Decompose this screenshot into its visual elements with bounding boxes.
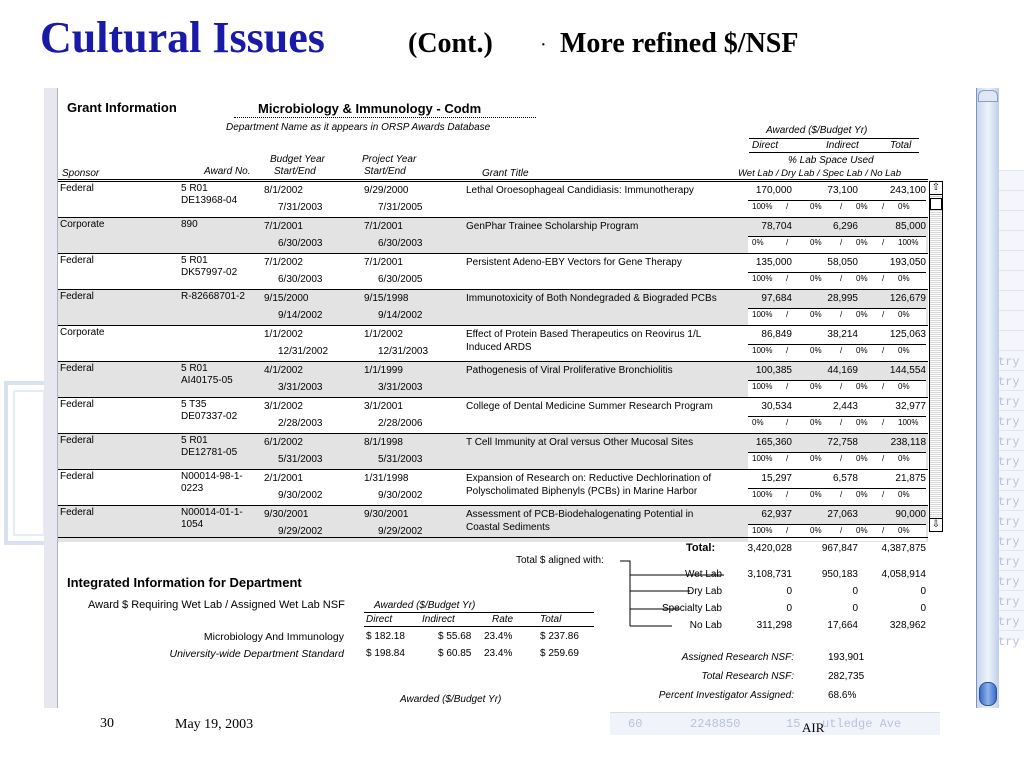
budget-start-cell: 4/1/2002 — [264, 365, 303, 376]
aligned-label-cell: Dry Lab — [686, 586, 722, 597]
separator: / — [840, 418, 843, 427]
direct-cell: 30,534 — [761, 401, 792, 412]
dry-lab-pct: 0% — [810, 382, 822, 391]
grant-title-cell: College of Dental Medicine Summer Research Program — [466, 401, 713, 412]
slide-title: Cultural Issues — [40, 13, 325, 62]
integrated-subtitle: Award $ Requiring Wet Lab / Assigned Wet Lab NSF — [88, 599, 345, 611]
total-direct: 3,420,028 — [747, 543, 792, 554]
background-text: try — [998, 575, 1020, 589]
nsf-summary — [44, 88, 944, 708]
wet-lab-pct: 100% — [752, 310, 773, 319]
wet-lab-pct: 100% — [752, 490, 773, 499]
integrated-direct: $ 182.18 — [366, 631, 405, 642]
bg-strip-text: 15 — [786, 717, 801, 731]
integrated-row-label: University-wide Department Standard — [169, 648, 344, 660]
spec-lab-pct: 0% — [856, 346, 868, 355]
separator: / — [840, 274, 843, 283]
separator: / — [882, 454, 885, 463]
dry-lab-pct: 0% — [810, 526, 822, 535]
wet-lab-pct: 0% — [752, 418, 764, 427]
project-start-cell: 9/29/2000 — [364, 185, 409, 196]
aligned-total-cell: 328,962 — [889, 620, 926, 631]
wet-lab-pct: 100% — [752, 274, 773, 283]
separator: / — [882, 490, 885, 499]
wet-lab-pct: 100% — [752, 346, 773, 355]
integrated-row-label: Microbiology And Immunology — [203, 631, 344, 643]
separator: / — [786, 310, 789, 319]
indirect-cell: 72,758 — [827, 437, 858, 448]
project-start-cell: 9/15/1998 — [364, 293, 409, 304]
budget-end-cell: 3/31/2003 — [278, 382, 323, 393]
total-cell: 85,000 — [895, 221, 926, 232]
direct-cell: 78,704 — [761, 221, 792, 232]
award-no-cell: 5 R01 — [181, 183, 208, 194]
spec-lab-pct: 0% — [856, 418, 868, 427]
aligned-total-cell: 0 — [920, 586, 926, 597]
separator: / — [840, 346, 843, 355]
separator: / — [786, 274, 789, 283]
project-end-cell: 9/29/2002 — [378, 526, 423, 537]
grant-title-cell: Immunotoxicity of Both Nondegraded & Biograded PCBs — [466, 293, 717, 304]
aligned-direct-cell: 0 — [786, 603, 792, 614]
col-total: Total — [890, 140, 912, 151]
sponsor-cell: Corporate — [60, 219, 105, 230]
sponsor-cell: Corporate — [60, 327, 105, 338]
col-budget-start-end: Start/End — [274, 166, 316, 177]
grant-title-cell: Assessment of PCB-Biodehalogenating Potential in — [466, 509, 694, 520]
indirect-cell: 58,050 — [827, 257, 858, 268]
project-start-cell: 8/1/1998 — [364, 437, 403, 448]
budget-start-cell: 6/1/2002 — [264, 437, 303, 448]
total-cell: 126,679 — [889, 293, 926, 304]
award-no-cell: 5 R01 — [181, 435, 208, 446]
budget-start-cell: 1/1/2002 — [264, 329, 303, 340]
indirect-cell: 73,100 — [827, 185, 858, 196]
indirect-cell: 28,995 — [827, 293, 858, 304]
slide-title-cont: (Cont.) — [408, 28, 493, 59]
aligned-label: Total $ aligned with: — [516, 555, 604, 566]
separator: / — [840, 490, 843, 499]
indirect-cell: 6,296 — [832, 221, 858, 232]
wet-lab-pct: 100% — [752, 454, 773, 463]
total-cell: 243,100 — [889, 185, 926, 196]
indirect-cell: 44,169 — [827, 365, 858, 376]
no-lab-pct: 0% — [898, 382, 910, 391]
indirect-cell: 2,443 — [832, 401, 858, 412]
background-text: try — [998, 515, 1020, 529]
background-text: try — [998, 395, 1020, 409]
aligned-indirect-cell: 0 — [852, 586, 858, 597]
window-scrollbar-thumb[interactable] — [979, 682, 997, 706]
background-strip — [610, 712, 940, 735]
background-text: try — [998, 415, 1020, 429]
awarded-caption: Awarded ($/Budget Yr) — [766, 125, 868, 136]
separator: / — [840, 526, 843, 535]
dry-lab-pct: 0% — [810, 202, 822, 211]
award-no-cell: 0223 — [181, 483, 204, 494]
separator: / — [786, 238, 789, 247]
spec-lab-pct: 0% — [856, 238, 868, 247]
budget-start-cell: 9/15/2000 — [264, 293, 309, 304]
project-end-cell: 9/14/2002 — [378, 310, 423, 321]
aligned-direct-cell: 0 — [786, 586, 792, 597]
int-col-rate: Rate — [492, 614, 514, 625]
award-no-cell: 1054 — [181, 519, 204, 530]
award-no-cell: DE07337-02 — [181, 411, 238, 422]
slide-date: May 19, 2003 — [175, 717, 254, 732]
award-no-cell: DE12781-05 — [181, 447, 238, 458]
no-lab-pct: 0% — [898, 310, 910, 319]
background-panel-text — [996, 355, 1024, 655]
budget-start-cell: 2/1/2001 — [264, 473, 303, 484]
indirect-cell: 38,214 — [827, 329, 858, 340]
project-start-cell: 7/1/2001 — [364, 257, 403, 268]
spec-lab-pct: 0% — [856, 490, 868, 499]
award-no-cell: N00014-98-1- — [181, 471, 243, 482]
dry-lab-pct: 0% — [810, 418, 822, 427]
background-text: try — [998, 535, 1020, 549]
award-no-cell: DE13968-04 — [181, 195, 238, 206]
aligned-indirect-cell: 0 — [852, 603, 858, 614]
integrated-total: $ 259.69 — [540, 648, 579, 659]
budget-start-cell: 8/1/2002 — [264, 185, 303, 196]
direct-cell: 165,360 — [755, 437, 792, 448]
direct-cell: 97,684 — [761, 293, 792, 304]
budget-end-cell: 9/29/2002 — [278, 526, 323, 537]
budget-end-cell: 6/30/2003 — [278, 238, 323, 249]
sponsor-cell: Federal — [60, 363, 94, 374]
award-no-cell: 5 R01 — [181, 363, 208, 374]
separator: / — [786, 490, 789, 499]
sponsor-cell: Federal — [60, 399, 94, 410]
nsf-label: Assigned Research NSF: — [681, 652, 794, 663]
col-direct: Direct — [752, 140, 779, 151]
bottom-awarded-caption: Awarded ($/Budget Yr) — [400, 694, 502, 705]
direct-cell: 135,000 — [755, 257, 792, 268]
background-text: try — [998, 615, 1020, 629]
no-lab-pct: 100% — [898, 238, 919, 247]
wet-lab-pct: 0% — [752, 238, 764, 247]
integrated-indirect: $ 55.68 — [438, 631, 472, 642]
background-text: try — [998, 495, 1020, 509]
no-lab-pct: 0% — [898, 346, 910, 355]
grant-title-cell: Coastal Sediments — [466, 522, 550, 533]
aligned-direct-cell: 311,298 — [756, 620, 792, 631]
spec-lab-pct: 0% — [856, 310, 868, 319]
no-lab-pct: 0% — [898, 274, 910, 283]
no-lab-pct: 100% — [898, 418, 919, 427]
integrated-rate: 23.4% — [484, 648, 513, 659]
separator: / — [840, 202, 843, 211]
grant-section-title: Grant Information — [67, 100, 177, 115]
total-total: 4,387,875 — [881, 543, 926, 554]
spec-lab-pct: 0% — [856, 382, 868, 391]
col-sponsor: Sponsor — [62, 168, 100, 179]
grant-title-cell: Polyscholimated Biphenyls (PCBs) in Marine Harbor — [466, 486, 698, 497]
project-end-cell: 2/28/2006 — [378, 418, 423, 429]
total-cell: 125,063 — [889, 329, 926, 340]
total-cell: 21,875 — [895, 473, 926, 484]
bg-strip-text: 60 — [628, 717, 643, 731]
project-start-cell: 1/31/1998 — [364, 473, 409, 484]
award-no-cell: DK57997-02 — [181, 267, 238, 278]
nsf-label: Percent Investigator Assigned: — [658, 690, 794, 701]
sponsor-cell: Federal — [60, 183, 94, 194]
lab-types-caption: Wet Lab / Dry Lab / Spec Lab / No Lab — [738, 168, 902, 179]
grant-title-cell: Induced ARDS — [466, 342, 532, 353]
background-text: try — [998, 635, 1020, 649]
grant-title-cell: Effect of Protein Based Therapeutics on Reovirus 1/L — [466, 329, 702, 340]
aligned-direct-cell: 3,108,731 — [747, 569, 792, 580]
award-no-cell: R-82668701-2 — [181, 291, 245, 302]
integrated-total: $ 237.86 — [540, 631, 579, 642]
total-cell: 144,554 — [889, 365, 926, 376]
integrated-indirect: $ 60.85 — [438, 648, 472, 659]
grant-title-cell: GenPhar Trainee Scholarship Program — [466, 221, 639, 232]
wet-lab-pct: 100% — [752, 526, 773, 535]
no-lab-pct: 0% — [898, 526, 910, 535]
budget-end-cell: 6/30/2003 — [278, 274, 323, 285]
wet-lab-pct: 100% — [752, 202, 773, 211]
no-lab-pct: 0% — [898, 490, 910, 499]
project-end-cell: 3/31/2003 — [378, 382, 423, 393]
project-start-cell: 1/1/1999 — [364, 365, 403, 376]
spec-lab-pct: 0% — [856, 202, 868, 211]
separator: / — [786, 454, 789, 463]
project-end-cell: 5/31/2003 — [378, 454, 423, 465]
nsf-label: Total Research NSF: — [701, 671, 794, 682]
direct-cell: 170,000 — [755, 185, 792, 196]
nsf-value: 282,735 — [828, 671, 865, 682]
direct-cell: 100,385 — [755, 365, 792, 376]
separator: / — [840, 382, 843, 391]
dry-lab-pct: 0% — [810, 310, 822, 319]
project-end-cell: 9/30/2002 — [378, 490, 423, 501]
dry-lab-pct: 0% — [810, 346, 822, 355]
budget-end-cell: 9/14/2002 — [278, 310, 323, 321]
project-end-cell: 12/31/2003 — [378, 346, 429, 357]
project-end-cell: 7/31/2005 — [378, 202, 423, 213]
project-start-cell: 7/1/2001 — [364, 221, 403, 232]
total-label: Total: — [686, 542, 716, 554]
spec-lab-pct: 0% — [856, 274, 868, 283]
spec-lab-pct: 0% — [856, 526, 868, 535]
total-cell: 193,050 — [889, 257, 926, 268]
award-no-cell: 890 — [181, 219, 198, 230]
separator: / — [882, 418, 885, 427]
int-col-indirect: Indirect — [422, 614, 455, 625]
aligned-indirect-cell: 950,183 — [821, 569, 858, 580]
col-project-start-end: Start/End — [364, 166, 406, 177]
separator: / — [882, 202, 885, 211]
slide-number: 30 — [100, 716, 114, 731]
direct-cell: 62,937 — [761, 509, 792, 520]
aligned-indirect-cell: 17,664 — [827, 620, 858, 631]
project-end-cell: 6/30/2003 — [378, 238, 423, 249]
indirect-cell: 6,578 — [832, 473, 858, 484]
scroll-down-icon[interactable]: ⇩ — [929, 518, 943, 532]
background-text: try — [998, 475, 1020, 489]
background-text: try — [998, 455, 1020, 469]
project-end-cell: 6/30/2005 — [378, 274, 423, 285]
col-award-no: Award No. — [204, 166, 251, 177]
aligned-label-cell: Specialty Lab — [661, 603, 722, 614]
separator: / — [786, 382, 789, 391]
separator: / — [786, 418, 789, 427]
col-grant-title: Grant Title — [482, 168, 529, 179]
integrated-direct: $ 198.84 — [366, 648, 405, 659]
background-text: try — [998, 555, 1020, 569]
slide-subtitle: More refined $/NSF — [560, 28, 799, 59]
grant-title-cell: Expansion of Research on: Reductive Dechlorination of — [466, 473, 712, 484]
separator: / — [840, 238, 843, 247]
separator: / — [840, 454, 843, 463]
dry-lab-pct: 0% — [810, 274, 822, 283]
sponsor-cell: Federal — [60, 255, 94, 266]
col-budget-year: Budget Year — [270, 154, 325, 165]
wet-lab-pct: 100% — [752, 382, 773, 391]
separator: / — [786, 346, 789, 355]
slide-organization: AIR — [802, 720, 825, 735]
nsf-value: 68.6% — [828, 690, 857, 701]
separator: / — [882, 382, 885, 391]
separator: / — [840, 310, 843, 319]
total-cell: 90,000 — [895, 509, 926, 520]
integrated-section-title: Integrated Information for Department — [67, 575, 302, 590]
separator: / — [882, 274, 885, 283]
col-indirect: Indirect — [826, 140, 859, 151]
bullet-icon: · — [540, 34, 547, 56]
no-lab-pct: 0% — [898, 454, 910, 463]
separator: / — [786, 202, 789, 211]
dry-lab-pct: 0% — [810, 490, 822, 499]
nsf-value: 193,901 — [828, 652, 865, 663]
budget-start-cell: 7/1/2002 — [264, 257, 303, 268]
separator: / — [882, 310, 885, 319]
background-text: try — [998, 355, 1020, 369]
bg-strip-text: 2248850 — [690, 717, 741, 731]
scroll-up-icon[interactable]: ⇧ — [929, 181, 943, 195]
integrated-awarded-caption: Awarded ($/Budget Yr) — [374, 600, 476, 611]
separator: / — [882, 238, 885, 247]
int-col-direct: Direct — [366, 614, 393, 625]
bg-strip-text: utledge Ave — [822, 717, 902, 731]
budget-end-cell: 2/28/2003 — [278, 418, 323, 429]
budget-end-cell: 12/31/2002 — [278, 346, 329, 357]
project-start-cell: 3/1/2001 — [364, 401, 403, 412]
award-no-cell: AI40175-05 — [181, 375, 233, 386]
spec-lab-pct: 0% — [856, 454, 868, 463]
separator: / — [786, 526, 789, 535]
background-text: try — [998, 375, 1020, 389]
grant-title-cell: Persistent Adeno-EBY Vectors for Gene Therapy — [466, 257, 682, 268]
sponsor-cell: Federal — [60, 471, 94, 482]
lab-space-caption: % Lab Space Used — [788, 155, 874, 166]
aligned-total-cell: 0 — [920, 603, 926, 614]
project-start-cell: 9/30/2001 — [364, 509, 409, 520]
separator: / — [882, 346, 885, 355]
department-name: Microbiology & Immunology - Codm — [258, 101, 482, 116]
report-window — [44, 88, 999, 708]
budget-start-cell: 9/30/2001 — [264, 509, 309, 520]
sponsor-cell: Federal — [60, 291, 94, 302]
budget-end-cell: 7/31/2003 — [278, 202, 323, 213]
col-project-year: Project Year — [362, 154, 417, 165]
award-no-cell: 5 R01 — [181, 255, 208, 266]
separator: / — [882, 526, 885, 535]
award-no-cell: N00014-01-1- — [181, 507, 243, 518]
award-no-cell: 5 T35 — [181, 399, 207, 410]
total-cell: 32,977 — [895, 401, 926, 412]
background-text: try — [998, 595, 1020, 609]
integrated-rate: 23.4% — [484, 631, 513, 642]
indirect-cell: 27,063 — [827, 509, 858, 520]
sponsor-cell: Federal — [60, 435, 94, 446]
budget-end-cell: 9/30/2002 — [278, 490, 323, 501]
int-col-total: Total — [540, 614, 562, 625]
grant-title-cell: Pathogenesis of Viral Proliferative Bronchiolitis — [466, 365, 673, 376]
total-indirect: 967,847 — [821, 543, 858, 554]
grant-title-cell: Lethal Oroesophageal Candidiasis: Immunotherapy — [466, 185, 694, 196]
budget-end-cell: 5/31/2003 — [278, 454, 323, 465]
aligned-label-cell: Wet Lab — [684, 569, 722, 580]
aligned-total-cell: 4,058,914 — [881, 569, 926, 580]
no-lab-pct: 0% — [898, 202, 910, 211]
dry-lab-pct: 0% — [810, 238, 822, 247]
budget-start-cell: 3/1/2002 — [264, 401, 303, 412]
dry-lab-pct: 0% — [810, 454, 822, 463]
grant-title-cell: T Cell Immunity at Oral versus Other Mucosal Sites — [466, 437, 694, 448]
direct-cell: 15,297 — [761, 473, 792, 484]
department-caption: Department Name as it appears in ORSP Awards Database — [226, 122, 491, 133]
sponsor-cell: Federal — [60, 507, 94, 518]
window-scrollbar-cap[interactable] — [978, 90, 998, 102]
direct-cell: 86,849 — [761, 329, 792, 340]
background-text: try — [998, 435, 1020, 449]
project-start-cell: 1/1/2002 — [364, 329, 403, 340]
total-cell: 238,118 — [890, 437, 926, 448]
aligned-label-cell: No Lab — [689, 620, 722, 631]
budget-start-cell: 7/1/2001 — [264, 221, 303, 232]
